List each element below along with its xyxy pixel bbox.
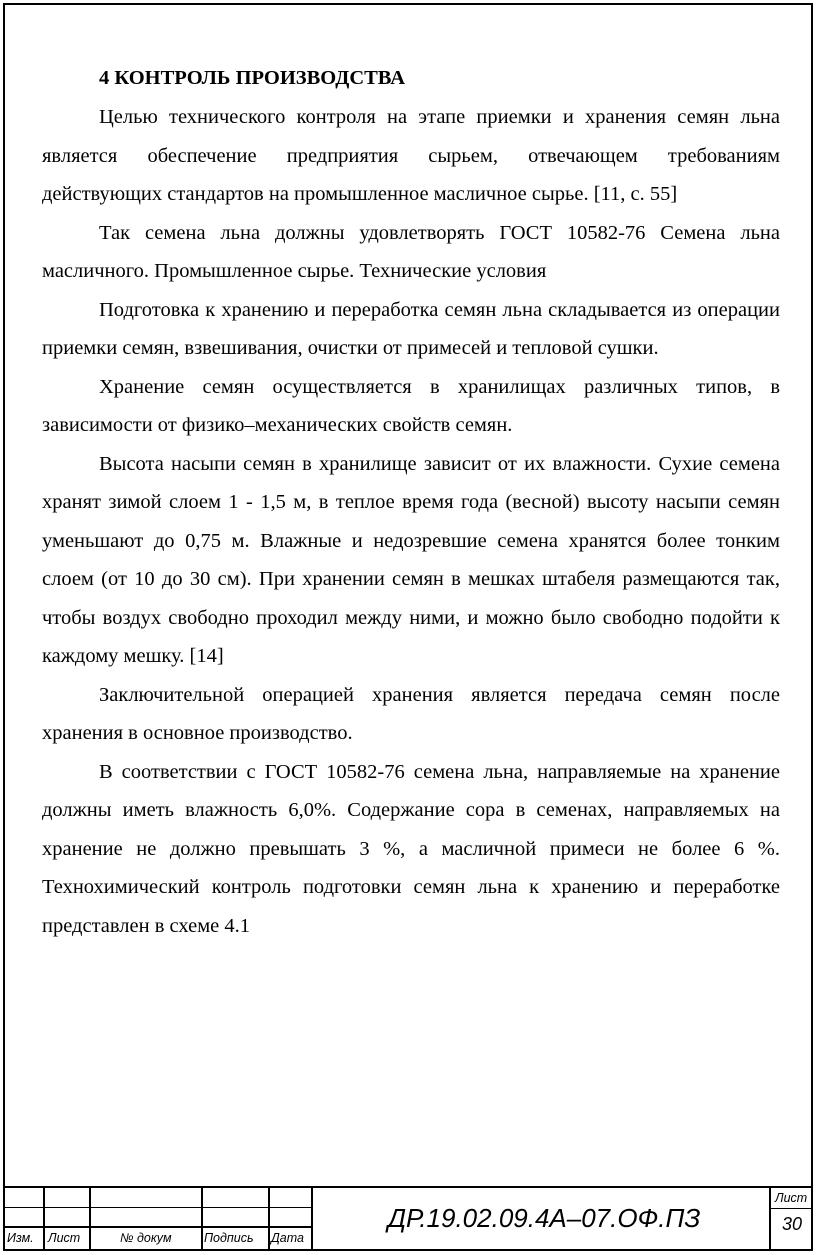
paragraph: Хранение семян осуществляется в хранилищах различных типов, в зависимости от физико–механических свойств семян. <box>42 375 780 436</box>
stamp-divider <box>268 1188 270 1251</box>
sheet-number: 30 <box>782 1214 803 1234</box>
paragraph: Целью технического контроля на этапе приемки и хранения семян льна является обеспечение предприятия сырьем, отвечающем требованиям действующих стандартов на промышленное масличное сырье. [11, с. 55] <box>42 106 780 205</box>
stamp-row-line <box>3 1226 311 1228</box>
document-code: ДР.19.02.09.4А–07.ОФ.ПЗ <box>387 1203 701 1233</box>
title-block <box>3 1186 813 1251</box>
stamp-label-doc: № докум <box>120 1231 172 1245</box>
main-text <box>42 62 780 945</box>
stamp-divider <box>201 1188 203 1251</box>
stamp-divider <box>89 1188 91 1251</box>
sheet-label: Лист <box>775 1191 808 1205</box>
section-heading: 4 КОНТРОЛЬ ПРОИЗВОДСТВА <box>99 67 405 89</box>
stamp-divider <box>311 1188 313 1251</box>
paragraph: Подготовка к хранению и переработка семян льна складывается из операции приемки семян, взвешивания, очистки от примесей и тепловой сушки. <box>42 298 780 359</box>
paragraph: Высота насыпи семян в хранилище зависит от их влажности. Сухие семена хранят зимой слоем 1 - 1,5 м, в теплое время года (весной) высоту насыпи семян уменьшают до 0,75 м. Влажные и недозревшие семена хранятся более тонким слоем (от 10 до 30 см). При хранении семян в мешках штабеля размещаются так, чтобы воздух свободно проходил между ними, и можно было свободно подойти к каждому мешку. [14] <box>42 452 780 667</box>
stamp-row-line <box>3 1207 311 1208</box>
stamp-label-sign: Подпись <box>204 1231 254 1245</box>
stamp-label-date: Дата <box>271 1231 304 1245</box>
stamp-label-list: Лист <box>48 1231 81 1245</box>
stamp-divider <box>43 1188 45 1251</box>
paragraph: В соответствии с ГОСТ 10582-76 семена льна, направляемые на хранение должны иметь влажность 6,0%. Содержание сора в семенах, направляемых на хранение не должно превышать 3 %, а масличной примеси не более 6 %. Технохимический контроль подготовки семян льна к хранению и переработке представлен в схеме 4.1 <box>42 760 780 937</box>
stamp-label-izm: Изм. <box>7 1231 34 1245</box>
paragraph: Так семена льна должны удовлетворять ГОСТ 10582-76 Семена льна масличного. Промышленное сырье. Технические условия <box>42 221 780 282</box>
stamp-row-line <box>769 1208 811 1209</box>
paragraph: Заключительной операцией хранения является передача семян после хранения в основное производство. <box>42 683 780 744</box>
